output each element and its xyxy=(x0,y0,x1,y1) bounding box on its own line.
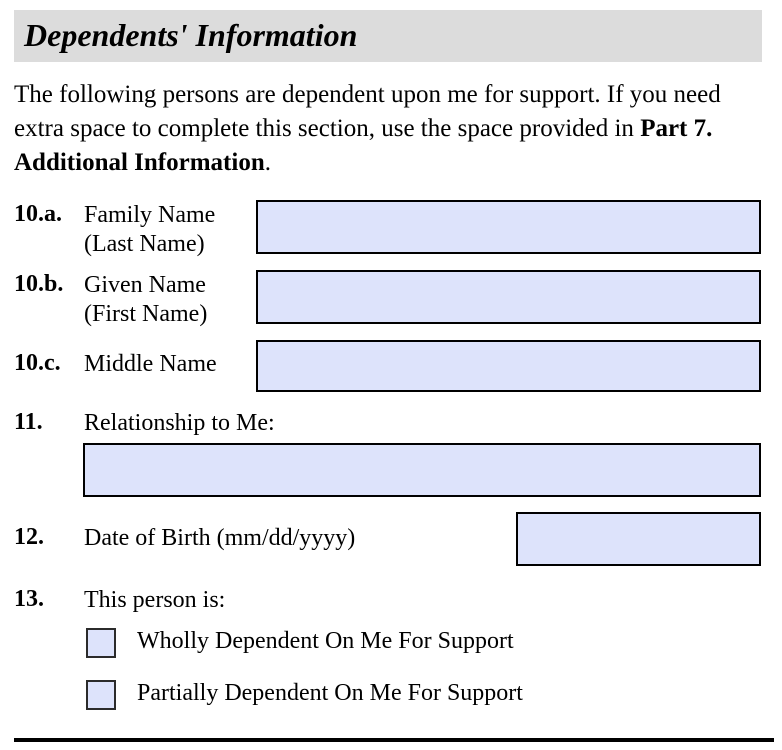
family-name-label xyxy=(84,201,215,259)
intro-end: . xyxy=(264,149,271,176)
intro-bold-reference: Part 7. Additional Information xyxy=(14,115,713,176)
section-header xyxy=(14,10,762,62)
section-title: Dependents' Information xyxy=(24,17,358,53)
wholly-dependent-label: Wholly Dependent On Me For Support xyxy=(137,628,514,654)
wholly-dependent-checkbox[interactable] xyxy=(86,628,116,658)
date-of-birth-input[interactable] xyxy=(516,512,761,566)
date-of-birth-label: Date of Birth (mm/dd/yyyy) xyxy=(84,525,356,551)
intro-text: The following persons are dependent upon me for support. If you need extra space to complete this section, use the space provided in xyxy=(14,81,721,142)
partially-dependent-checkbox[interactable] xyxy=(86,680,116,710)
question-number-10a: 10.a. xyxy=(14,201,62,227)
given-name-input[interactable] xyxy=(256,270,761,324)
relationship-label: Relationship to Me: xyxy=(84,410,275,436)
question-number-11: 11. xyxy=(14,409,43,435)
family-name-label-line1: Family Name xyxy=(84,202,216,228)
section-divider xyxy=(14,738,774,742)
given-name-label-line2: (First Name) xyxy=(84,301,208,327)
question-number-13: 13. xyxy=(14,586,44,612)
given-name-label xyxy=(84,271,207,329)
question-number-10c: 10.c. xyxy=(14,350,61,376)
family-name-input[interactable] xyxy=(256,200,761,254)
section-intro xyxy=(14,78,762,180)
dependency-label: This person is: xyxy=(84,587,226,613)
partially-dependent-label: Partially Dependent On Me For Support xyxy=(137,680,523,706)
question-number-12: 12. xyxy=(14,524,44,550)
question-number-10b: 10.b. xyxy=(14,271,64,297)
family-name-label-line2: (Last Name) xyxy=(84,231,205,257)
given-name-label-line1: Given Name xyxy=(84,272,206,298)
middle-name-label: Middle Name xyxy=(84,351,217,377)
middle-name-input[interactable] xyxy=(256,340,761,392)
relationship-input[interactable] xyxy=(83,443,761,497)
